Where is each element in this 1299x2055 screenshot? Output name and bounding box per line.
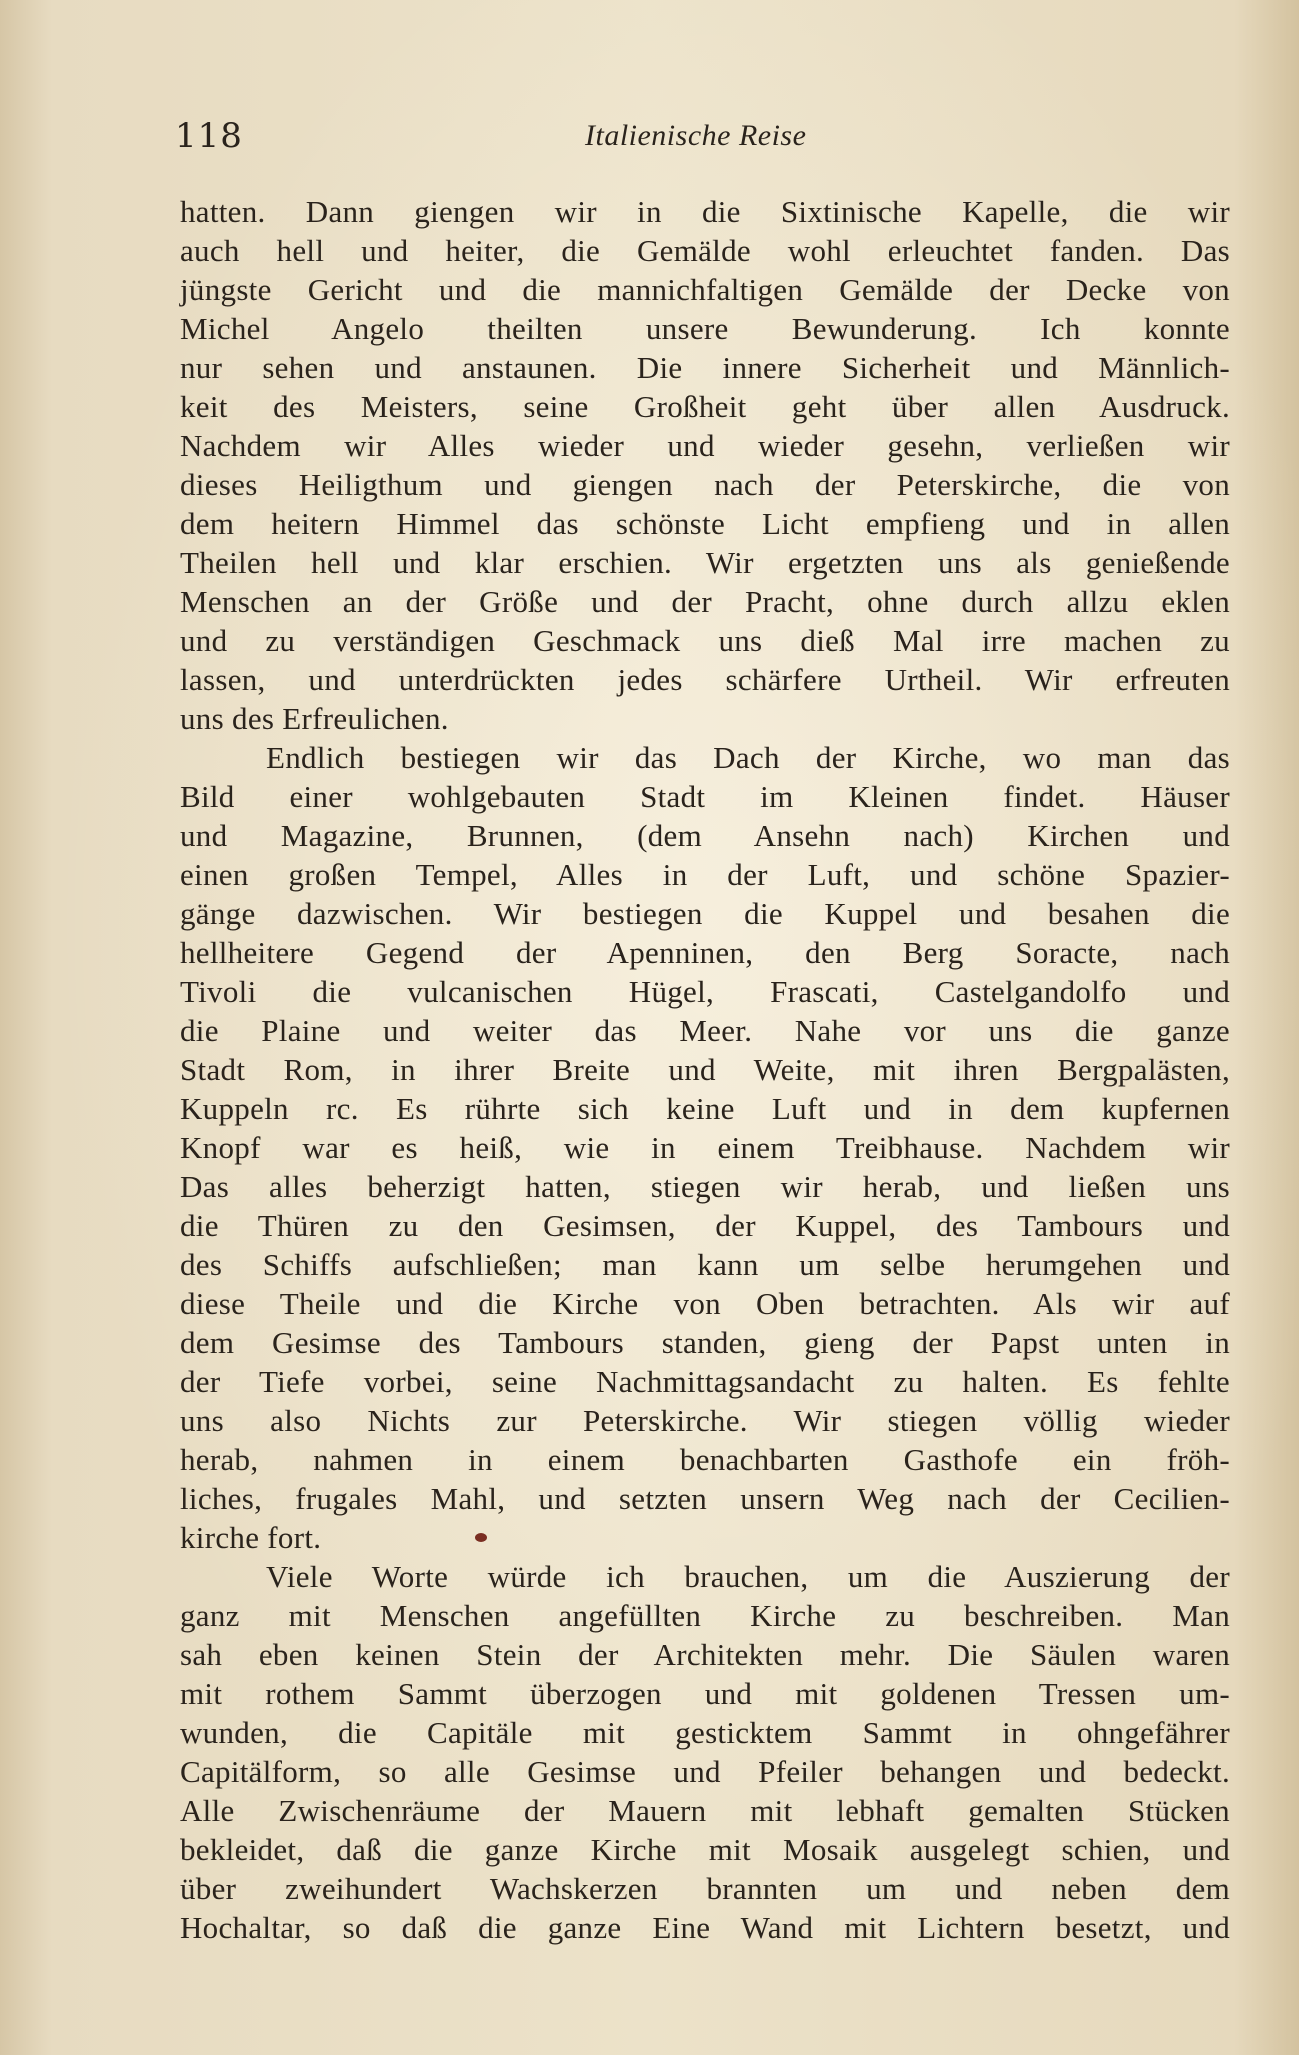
text-line: hatten. Dann giengen wir in die Sixtinische Kapelle, die wir <box>180 194 1230 229</box>
text-line: des Schiffs aufschließen; man kann um selbe herumgehen und <box>180 1247 1230 1282</box>
text-line: Theilen hell und klar erschien. Wir ergetzten uns als genießende <box>180 545 1230 580</box>
text-line: gänge dazwischen. Wir bestiegen die Kuppel und besahen die <box>180 896 1230 931</box>
text-line: dem Gesimse des Tambours standen, gieng der Papst unten in <box>180 1325 1230 1360</box>
text-line: herab, nahmen in einem benachbarten Gasthofe ein fröh- <box>180 1442 1230 1477</box>
text-line: über zweihundert Wachskerzen brannten um und neben dem <box>180 1871 1230 1906</box>
text-line: nur sehen und anstaunen. Die innere Sicherheit und Männlich- <box>180 350 1230 385</box>
text-line: Nachdem wir Alles wieder und wieder gesehn, verließen wir <box>180 428 1230 463</box>
text-line: Menschen an der Größe und der Pracht, ohne durch allzu eklen <box>180 584 1230 619</box>
page-header <box>175 112 1225 160</box>
text-line: Das alles beherzigt hatten, stiegen wir herab, und ließen uns <box>180 1169 1230 1204</box>
text-line: hellheitere Gegend der Apenninen, den Berg Soracte, nach <box>180 935 1230 970</box>
text-line: liches, frugales Mahl, und setzten unsern Weg nach der Cecilien- <box>180 1481 1230 1516</box>
text-line: bekleidet, daß die ganze Kirche mit Mosaik ausgelegt schien, und <box>180 1832 1230 1867</box>
text-line: uns also Nichts zur Peterskirche. Wir stiegen völlig wieder <box>180 1403 1230 1438</box>
text-line: die Thüren zu den Gesimsen, der Kuppel, des Tambours und <box>180 1208 1230 1243</box>
text-line: ganz mit Menschen angefüllten Kirche zu beschreiben. Man <box>180 1598 1230 1633</box>
text-line: keit des Meisters, seine Großheit geht über allen Ausdruck. <box>180 389 1230 424</box>
text-line: Bild einer wohlgebauten Stadt im Kleinen findet. Häuser <box>180 779 1230 814</box>
text-line: mit rothem Sammt überzogen und mit goldenen Tressen um- <box>180 1676 1230 1711</box>
text-line: der Tiefe vorbei, seine Nachmittagsandacht zu halten. Es fehlte <box>180 1364 1230 1399</box>
text-line: Knopf war es heiß, wie in einem Treibhause. Nachdem wir <box>180 1130 1230 1165</box>
text-line: Viele Worte würde ich brauchen, um die Auszierung der <box>266 1559 1230 1594</box>
text-line: Michel Angelo theilten unsere Bewunderung. Ich konnte <box>180 311 1230 346</box>
text-line: dem heitern Himmel das schönste Licht empfieng und in allen <box>180 506 1230 541</box>
text-line: die Plaine und weiter das Meer. Nahe vor uns die ganze <box>180 1013 1230 1048</box>
ink-spot <box>475 1533 487 1542</box>
body-text <box>180 192 1230 1947</box>
text-line: dieses Heiligthum und giengen nach der Peterskirche, die von <box>180 467 1230 502</box>
text-line: auch hell und heiter, die Gemälde wohl erleuchtet fanden. Das <box>180 233 1230 268</box>
text-line: Capitälform, so alle Gesimse und Pfeiler behangen und bedeckt. <box>180 1754 1230 1789</box>
text-line: Alle Zwischenräume der Mauern mit lebhaft gemalten Stücken <box>180 1793 1230 1828</box>
page-number: 118 <box>175 116 243 156</box>
text-line: wunden, die Capitäle mit gesticktem Sammt in ohngefährer <box>180 1715 1230 1750</box>
running-title: Italienische Reise <box>585 119 807 152</box>
text-line: kirche fort. <box>180 1520 322 1555</box>
text-line: und zu verständigen Geschmack uns dieß Mal irre machen zu <box>180 623 1230 658</box>
text-line: Hochaltar, so daß die ganze Eine Wand mit Lichtern besetzt, und <box>180 1910 1230 1945</box>
text-line: und Magazine, Brunnen, (dem Ansehn nach) Kirchen und <box>180 818 1230 853</box>
text-line: jüngste Gericht und die mannichfaltigen Gemälde der Decke von <box>180 272 1230 307</box>
text-line: Stadt Rom, in ihrer Breite und Weite, mit ihren Bergpalästen, <box>180 1052 1230 1087</box>
text-line: einen großen Tempel, Alles in der Luft, und schöne Spazier- <box>180 857 1230 892</box>
text-line: lassen, und unterdrückten jedes schärfere Urtheil. Wir erfreuten <box>180 662 1230 697</box>
text-line: diese Theile und die Kirche von Oben betrachten. Als wir auf <box>180 1286 1230 1321</box>
text-line: sah eben keinen Stein der Architekten mehr. Die Säulen waren <box>180 1637 1230 1672</box>
text-line: Kuppeln rc. Es rührte sich keine Luft und in dem kupfernen <box>180 1091 1230 1126</box>
text-line: uns des Erfreulichen. <box>180 701 449 736</box>
text-line: Endlich bestiegen wir das Dach der Kirche, wo man das <box>266 740 1230 775</box>
text-line: Tivoli die vulcanischen Hügel, Frascati, Castelgandolfo und <box>180 974 1230 1009</box>
